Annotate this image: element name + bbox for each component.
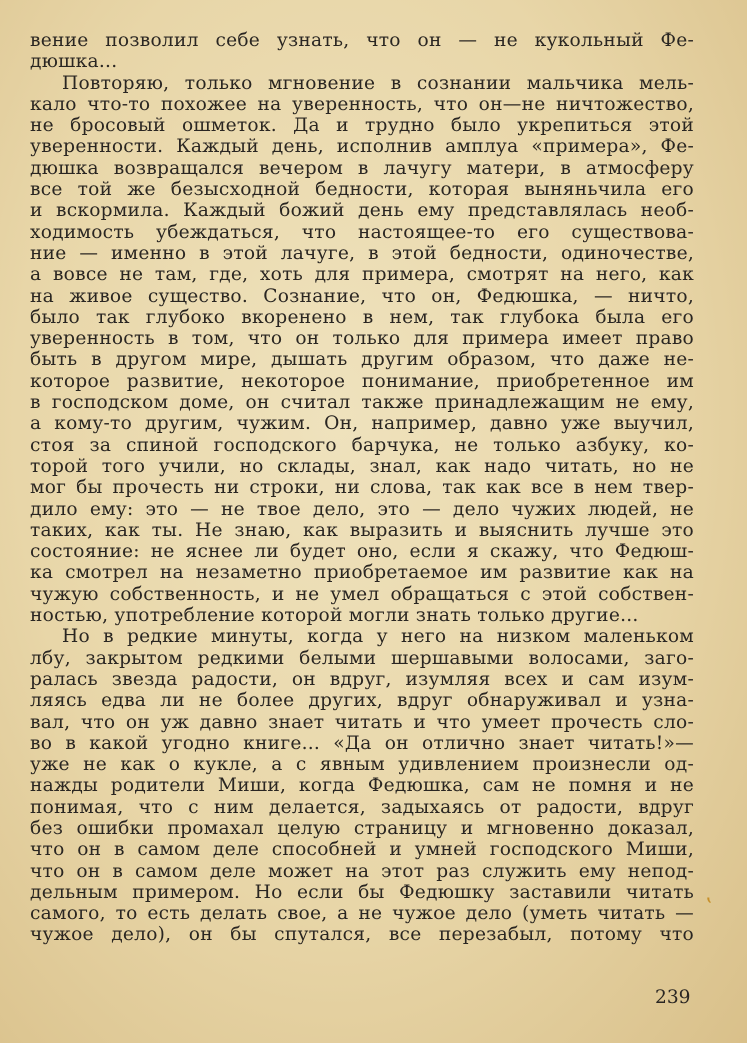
- text-line: не бросовый ошметок. Да и трудно было укрепиться этой: [30, 115, 694, 137]
- text-line: Но в редкие минуты, когда у него на низком маленьком: [62, 626, 694, 648]
- text-line: дюшка...: [30, 51, 118, 73]
- text-line: ляясь едва ли не более других, вдруг обнаруживал и узна-: [30, 690, 694, 712]
- text-line: ходимость убеждаться, что настоящее-то его существова-: [30, 221, 694, 243]
- text-line: в господском доме, он считал также принадлежащим не ему,: [30, 392, 694, 414]
- text-line: а вовсе не там, где, хоть для примера, смотрят на него, как: [30, 264, 694, 286]
- page-number: 239: [655, 987, 691, 1008]
- text-line: все той же безысходной бедности, которая выняньчила его: [30, 179, 694, 201]
- text-line: ностью, употребление которой могли знать только другие...: [30, 605, 639, 627]
- text-line: во в какой угодно книге... «Да он отлично знает читать!»—: [30, 732, 694, 754]
- text-line: дюшка возвращался вечером в лачугу матери, в атмосферу: [30, 157, 694, 179]
- text-line: ралась звезда радости, он вдруг, изумляя всех и сам изум-: [30, 668, 694, 690]
- text-line: ка смотрел на незаметно приобретаемое им развитие как на: [30, 562, 694, 584]
- text-line: самого, то есть делать свое, а не чужое дело (уметь читать —: [30, 903, 694, 925]
- text-line: вение позволил себе узнать, что он — не кукольный Фе-: [30, 30, 694, 51]
- text-line: уже не как о кукле, а с явным удивлением произнесли од-: [30, 754, 694, 776]
- text-line: быть в другом мире, дышать другим образом, что даже не-: [30, 349, 694, 371]
- text-line: уверенности. Каждый день, исполнив амплуа «примера», Фе-: [30, 136, 694, 158]
- text-line: дило ему: это — не твое дело, это — дело чужих людей, не: [30, 498, 694, 520]
- text-line: на живое существо. Сознание, что он, Федюшка, — ничто,: [30, 285, 694, 307]
- text-line: чужую собственность, и не умел обращаться с этой собствен-: [30, 583, 694, 605]
- text-line: без ошибки промахал целую страницу и мгновенно доказал,: [30, 817, 694, 839]
- text-line: было так глубоко вкоренено в нем, так глубока была его: [30, 306, 694, 328]
- text-line: мог бы прочесть ни строки, ни слова, так как все в нем твер-: [30, 477, 694, 499]
- text-line: вал, что он уж давно знает читать и что умеет прочесть сло-: [30, 711, 694, 733]
- text-line: уверенность в том, что он только для примера имеет право: [30, 328, 694, 350]
- text-line: таких, как ты. Не знаю, как выразить и выяснить лучше это: [30, 519, 694, 541]
- text-line: стоя за спиной господского барчука, не только азбуку, ко-: [30, 434, 694, 456]
- text-line: что он в самом деле способней и умней господского Миши,: [30, 839, 694, 861]
- text-line: чужое дело), он бы спутался, все перезабыл, потому что: [30, 924, 694, 946]
- text-line: понимая, что с ним делается, задыхаясь от радости, вдруг: [30, 796, 694, 818]
- text-line: что он в самом деле может на этот раз служить ему непод-: [30, 860, 694, 882]
- text-line: лбу, закрытом редкими белыми шершавыми волосами, заго-: [30, 647, 694, 669]
- text-line: состояние: не яснее ли будет оно, если я скажу, что Федюш-: [30, 541, 694, 563]
- text-line: которое развитие, некоторое понимание, приобретенное им: [30, 370, 694, 392]
- text-line: а кому-то другим, чужим. Он, например, давно уже выучил,: [30, 413, 694, 435]
- text-line: кало что-то похожее на уверенность, что он—не ничтожество,: [30, 93, 694, 115]
- text-line: дельным примером. Но если бы Федюшку заставили читать: [30, 881, 694, 903]
- text-line: нажды родители Миши, когда Федюшка, сам не помня и не: [30, 775, 694, 797]
- text-line: Повторяю, только мгновение в сознании мальчика мель-: [62, 72, 694, 94]
- text-line: и вскормила. Каждый божий день ему представлялась необ-: [30, 200, 694, 222]
- margin-mark: ʽ: [705, 895, 712, 920]
- text-line: ние — именно в этой лачуге, в этой бедности, одиночестве,: [30, 242, 694, 264]
- page-text: [30, 30, 694, 946]
- text-line: торой того учили, но склады, знал, как надо читать, но не: [30, 455, 694, 477]
